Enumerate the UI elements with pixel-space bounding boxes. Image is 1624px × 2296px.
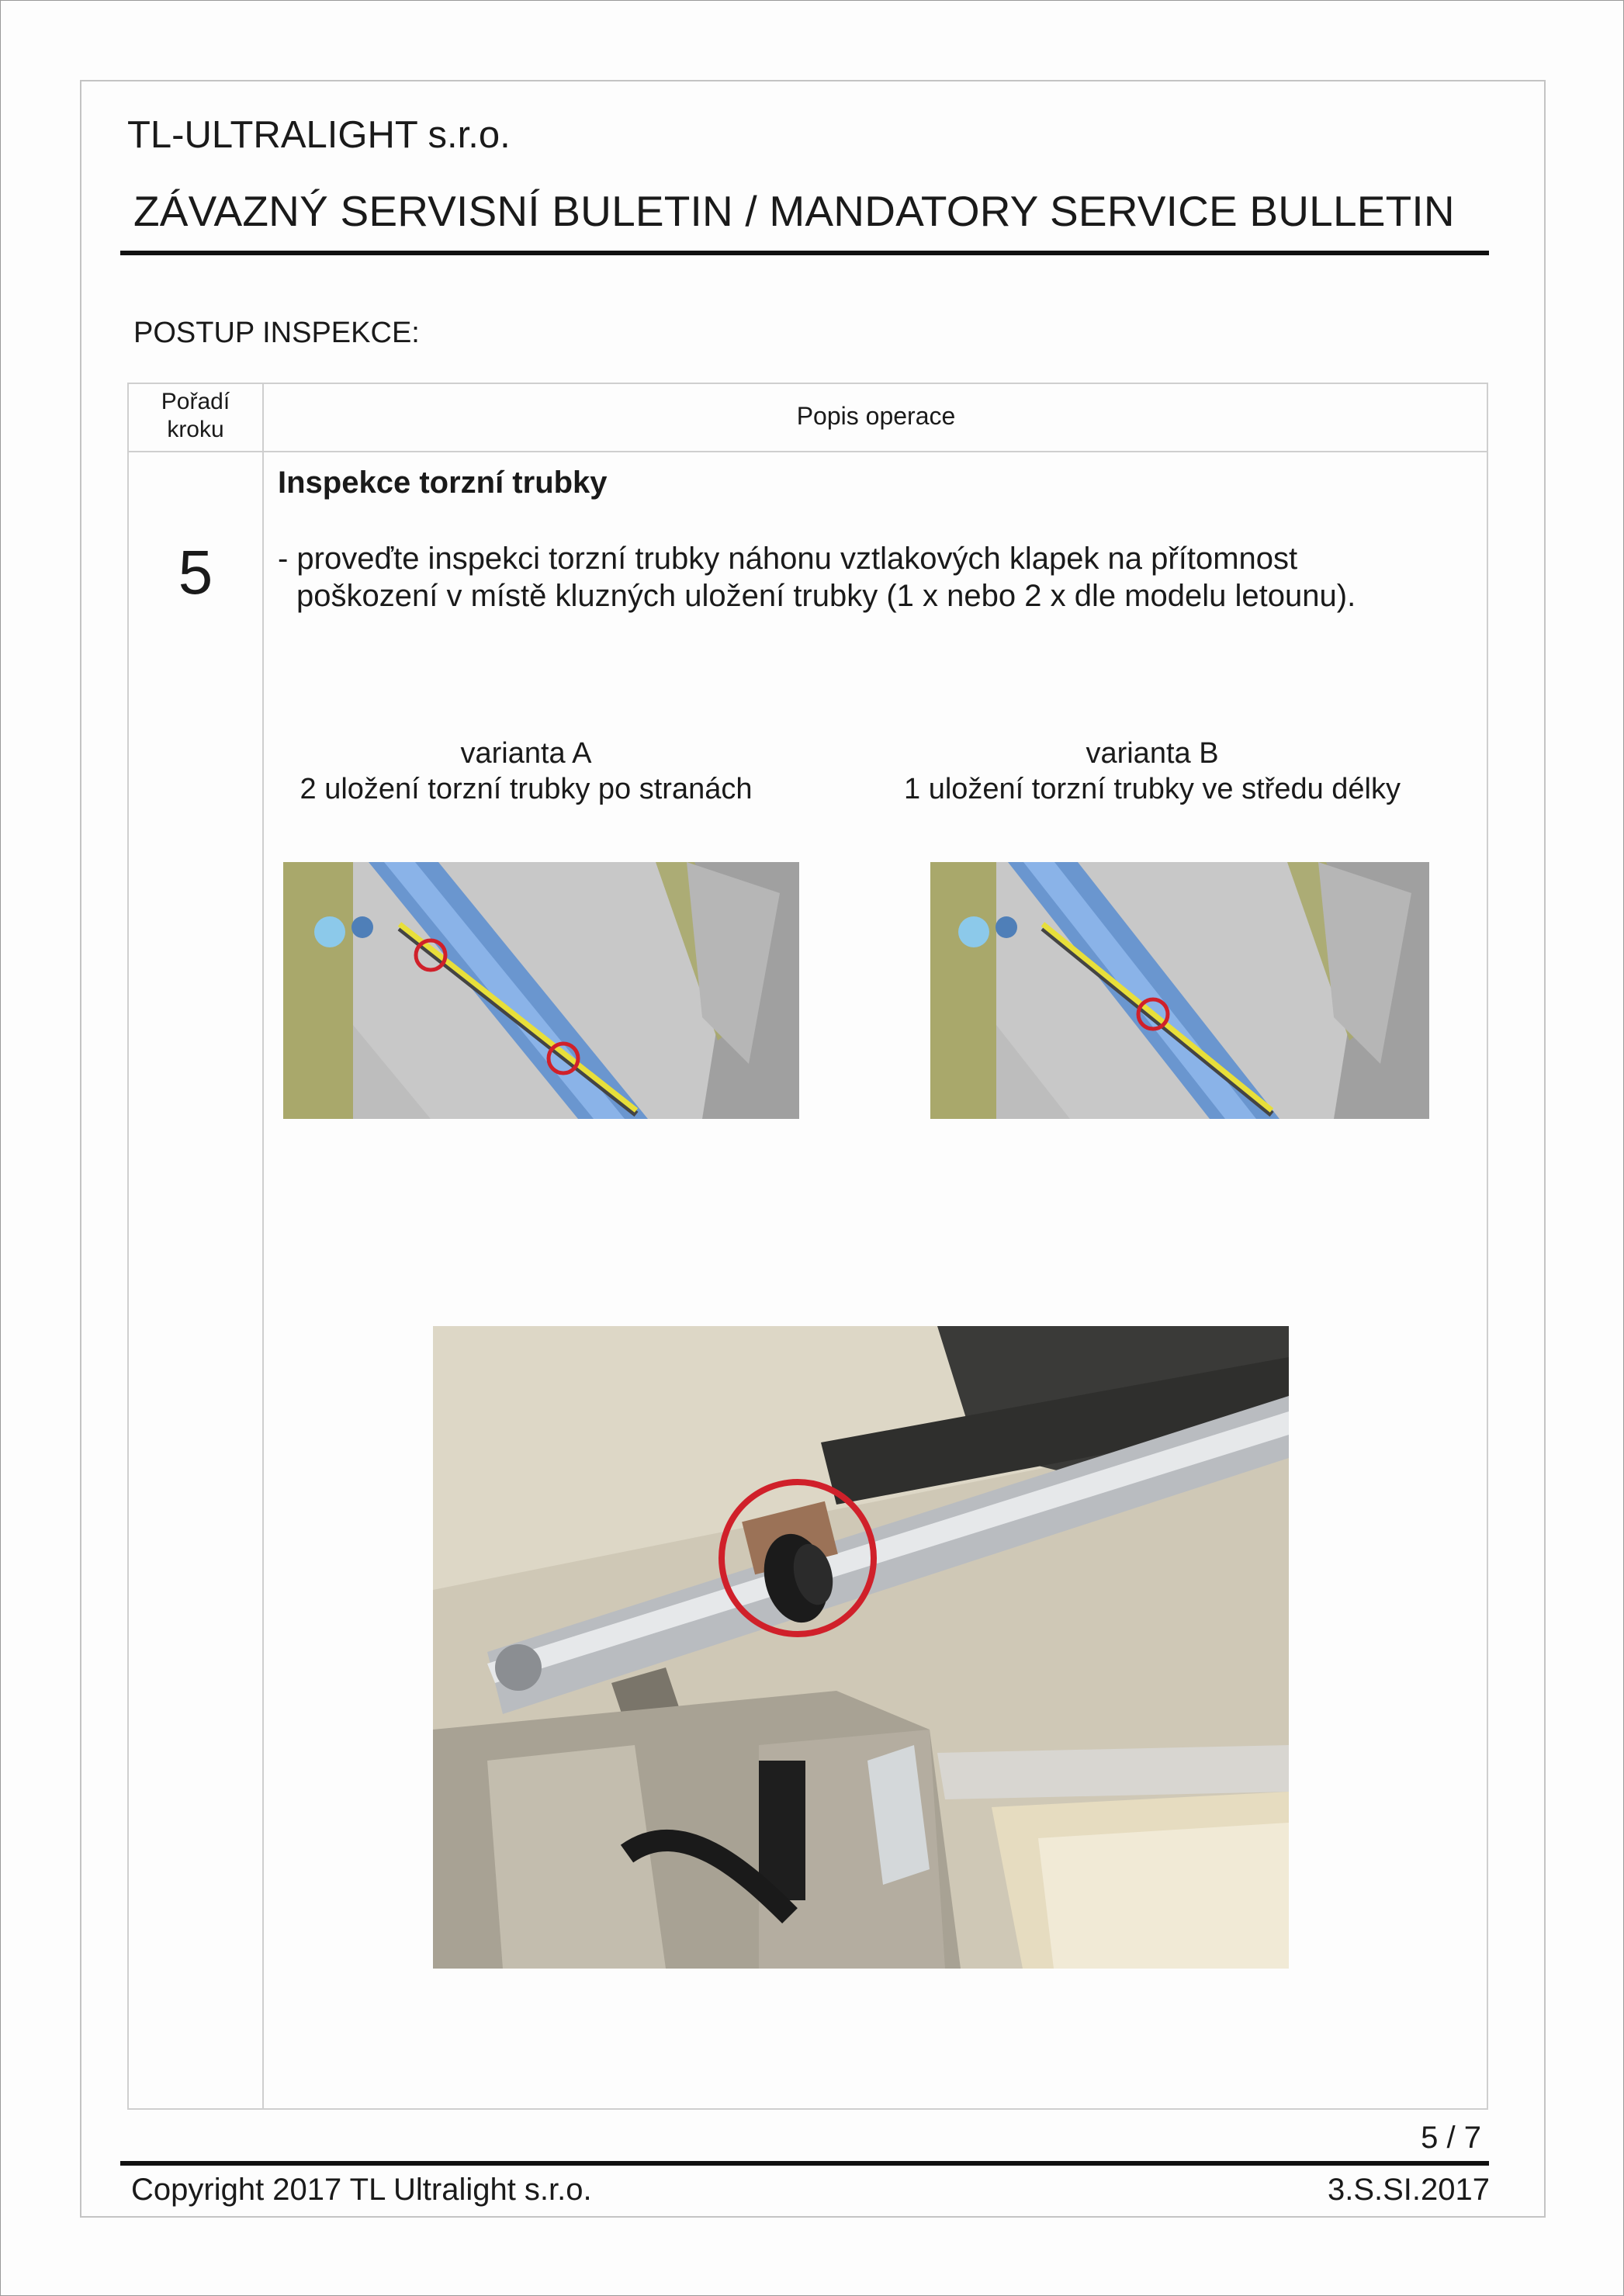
variant-a-subtitle: 2 uložení torzní trubky po stranách [300, 773, 753, 805]
table-header-divider [127, 451, 1488, 452]
table-header-step-line2: kroku [167, 417, 224, 442]
page-number: 5 / 7 [1421, 2121, 1481, 2155]
table-header-step-line1: Pořadí [161, 389, 230, 414]
step-instructions [278, 540, 1356, 615]
variant-a-render-image [283, 862, 799, 1119]
step-instruction-line1: - proveďte inspekci torzní trubky náhonu vztlakových klapek na přítomnost [278, 542, 1298, 576]
table-header-step [129, 388, 262, 444]
variant-a-title: varianta A [460, 737, 592, 770]
variant-a-caption [272, 736, 781, 807]
step-number: 5 [178, 538, 213, 607]
header-rule [120, 251, 1489, 255]
variant-b-subtitle: 1 uložení torzní trubky ve středu délky [904, 773, 1401, 805]
document-title: ZÁVAZNÝ SERVISNÍ BULETIN / MANDATORY SERVICE BULLETIN [133, 187, 1455, 235]
document-reference: 3.S.SI.2017 [1327, 2173, 1490, 2207]
footer-rule [120, 2161, 1489, 2166]
step-instruction-line2: poškození v místě kluzných uložení trubky (1 x nebo 2 x dle modelu letounu). [296, 579, 1356, 613]
variant-b-caption [873, 736, 1432, 807]
table-column-divider [262, 383, 264, 2110]
torsion-tube-photo [433, 1326, 1289, 1969]
company-name: TL-ULTRALIGHT s.r.o. [127, 114, 511, 156]
copyright-notice: Copyright 2017 TL Ultralight s.r.o. [131, 2173, 592, 2207]
section-title: POSTUP INSPEKCE: [133, 317, 420, 349]
variant-b-render-image [930, 862, 1429, 1119]
step-heading: Inspekce torzní trubky [278, 466, 608, 500]
table-header-description: Popis operace [796, 402, 956, 430]
variant-b-title: varianta B [1086, 737, 1219, 770]
